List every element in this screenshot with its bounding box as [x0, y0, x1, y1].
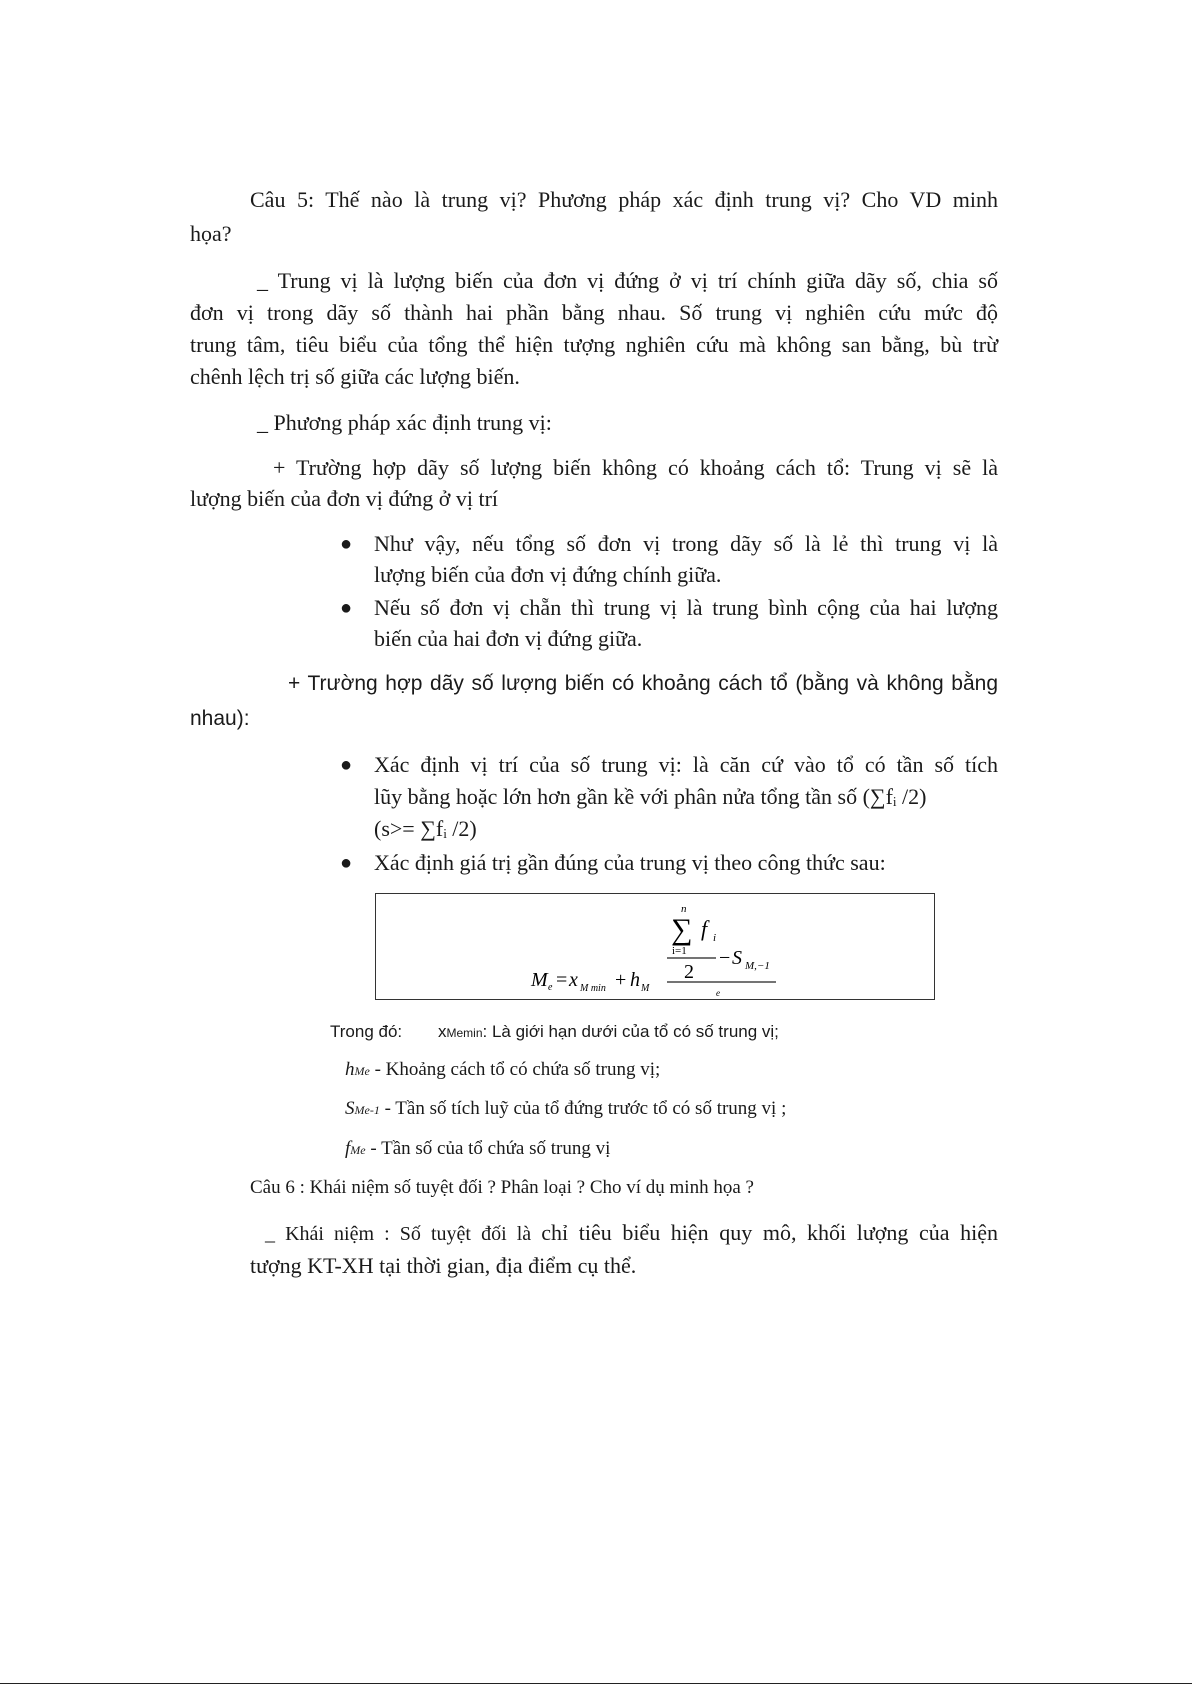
where-h-symbol: h	[345, 1059, 355, 1080]
q5-case1-line2: lượng biến của đơn vị đứng ở vị trí	[190, 486, 499, 511]
case2-bullet1-line3: (s>= ∑fᵢ /2)	[374, 816, 477, 841]
case1-bullet2-line2: biến của hai đơn vị đứng giữa.	[374, 626, 643, 651]
formula-h: h	[630, 969, 640, 991]
formula-f: f	[701, 916, 708, 941]
q6-concept-line1	[265, 1219, 998, 1248]
formula-s-sub: M,−1	[745, 960, 770, 972]
sum-lower-limit: i=1	[672, 945, 687, 957]
q5-definition-line3: trung tâm, tiêu biểu của tổng thể hiện tượng nghiên cứu mà không san bằng, bù trừ	[190, 332, 998, 357]
formula-h-sub: M	[641, 983, 650, 994]
where-s-text: - Tần số tích luỹ của tổ đứng trước tổ có số trung vị ;	[379, 1098, 787, 1119]
where-x-line	[438, 1020, 779, 1045]
where-x-sub: Memin	[446, 1026, 483, 1040]
where-f-symbol: f	[345, 1138, 351, 1159]
formula-minus: −	[719, 947, 731, 969]
q5-case2-line2: nhau):	[190, 707, 250, 730]
q6-concept-line2: tượng KT-XH tại thời gian, địa điểm cụ thể.	[250, 1253, 637, 1278]
case2-bullet1-line2: lũy bằng hoặc lớn hơn gần kề với phân nửa tổng tần số (∑fᵢ /2)	[374, 784, 927, 809]
q5-definition-line4: chênh lệch trị số giữa các lượng biến.	[190, 364, 520, 389]
formula-lhs-sub: e	[548, 982, 553, 993]
page-bottom-edge	[0, 1683, 1192, 1684]
q5-case1-line1: + Trường hợp dãy số lượng biến không có khoảng cách tổ: Trung vị sẽ là	[273, 455, 998, 480]
where-f-sub: Me	[350, 1143, 366, 1157]
formula-x: x	[569, 969, 578, 991]
where-h-line	[345, 1058, 660, 1083]
q6-concept-rest: chỉ tiêu biểu hiện quy mô, khối lượng của hiện	[541, 1220, 999, 1245]
bullet-dot: ●	[340, 597, 353, 619]
formula-eq: =	[556, 969, 568, 991]
where-x-text: : Là giới hạn dưới của tổ có số trung vị;	[482, 1022, 779, 1041]
formula-lhs: M	[531, 969, 548, 991]
where-h-sub: Me	[354, 1064, 370, 1078]
where-h-text: - Khoảng cách tổ có chứa số trung vị;	[369, 1059, 661, 1080]
q6-concept-prefix: _ Khái niệm : Số tuyệt đối là	[265, 1223, 542, 1245]
q5-title-line2: họa?	[190, 221, 232, 246]
bullet-dot: ●	[340, 852, 353, 874]
median-formula-box	[375, 893, 935, 1000]
formula-f-sub: i	[713, 932, 717, 944]
q5-method-title: _ Phương pháp xác định trung vị:	[257, 410, 552, 435]
where-s-sub: Me-1	[354, 1103, 380, 1117]
where-s-symbol: S	[345, 1098, 355, 1119]
where-f-text: - Tần số của tổ chứa số trung vị	[365, 1138, 611, 1159]
q6-title: Câu 6 : Khái niệm số tuyệt đối ? Phân loại ? Cho ví dụ minh họa ?	[250, 1177, 754, 1198]
case1-bullet2-line1: Nếu số đơn vị chẵn thì trung vị là trung bình cộng của hai lượng	[374, 595, 998, 620]
where-x-symbol: x	[438, 1022, 447, 1041]
bullet-dot: ●	[340, 754, 353, 776]
formula-plus: +	[615, 969, 627, 991]
where-label: Trong đó:	[330, 1022, 403, 1041]
case2-bullet1-line1: Xác định vị trí của số trung vị: là căn cứ vào tổ có tần số tích	[374, 752, 998, 777]
q5-definition-line2: đơn vị trong dãy số thành hai phần bằng nhau. Số trung vị nghiên cứu mức độ	[190, 300, 998, 325]
q5-definition-line1: _ Trung vị là lượng biến của đơn vị đứng ở vị trí chính giữa dãy số, chia số	[257, 268, 998, 293]
formula-two: 2	[684, 961, 694, 983]
sum-sign: ∑	[671, 913, 693, 946]
case1-bullet1-line2: lượng biến của đơn vị đứng chính giữa.	[374, 562, 722, 587]
case2-bullet2-line1: Xác định giá trị gần đúng của trung vị theo công thức sau:	[374, 850, 886, 875]
sum-upper-limit: n	[681, 903, 687, 915]
formula-s: S	[732, 947, 742, 969]
q5-case2-line1: + Trường hợp dãy số lượng biến có khoảng cách tổ (bằng và không bằng	[288, 672, 998, 695]
bullet-dot: ●	[340, 533, 353, 555]
case1-bullet1-line1: Như vậy, nếu tổng số đơn vị trong dãy số là lẻ thì trung vị là	[374, 531, 998, 556]
where-s-line	[345, 1097, 786, 1122]
formula-x-sub: M min	[580, 983, 606, 994]
where-f-line	[345, 1137, 610, 1162]
q5-title-line1: Câu 5: Thế nào là trung vị? Phương pháp xác định trung vị? Cho VD minh	[250, 187, 998, 212]
formula-denominator: e	[716, 988, 720, 998]
